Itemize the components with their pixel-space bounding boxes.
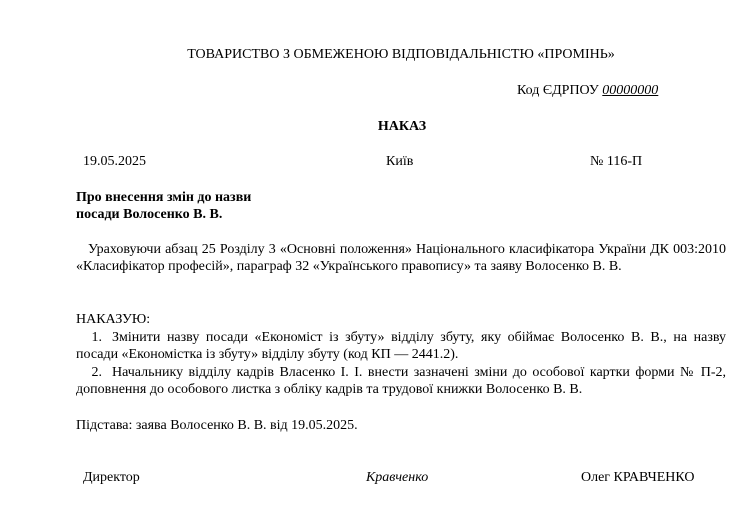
order-item (76, 329, 726, 363)
order-item-number: 2. (91, 365, 102, 380)
edrpou-value: 00000000 (602, 83, 659, 98)
signature: Кравченко (366, 470, 429, 485)
order-item-text: Змінити назву посади «Економіст із збуту» відділу збуту, яку обіймає Волосенко В. В., на назву посади «Економістка із збуту» відділу збуту (код КП — 2441.2). (76, 330, 726, 362)
order-item (76, 364, 726, 398)
preamble-paragraph: Ураховуючи абзац 25 Розділу 3 «Основні положення» Національного класифікатора України ДК 003:2010 «Класифікатор професій», параграф 32 «Українського правопису» та заяву Волосенко В. В. (76, 242, 726, 274)
organization-name: ТОВАРИСТВО З ОБМЕЖЕНОЮ ВІДПОВІДАЛЬНІСТЮ «ПРОМІНЬ» (187, 47, 615, 62)
document-title: НАКАЗ (377, 119, 427, 134)
order-item-text: Начальнику відділу кадрів Власенко І. І. внести зазначені зміни до особової картки форми № П-2, доповнення до особового листка з обліку кадрів та трудової книжки Волосенко В. В. (76, 365, 726, 397)
order-item-number: 1. (91, 330, 102, 345)
document-city: Київ (386, 154, 414, 169)
subject-line-2: посади Волосенко В. В. (76, 207, 223, 222)
document-subject (76, 189, 336, 223)
document-date: 19.05.2025 (83, 154, 146, 169)
edrpou-code (517, 82, 658, 99)
edrpou-label: Код ЄДРПОУ (517, 83, 599, 98)
document-number: № 116-П (590, 154, 643, 169)
subject-line-1: Про внесення змін до назви (76, 190, 252, 205)
order-word: НАКАЗУЮ: (76, 312, 151, 327)
basis-line: Підстава: заява Волосенко В. В. від 19.05.2025. (76, 418, 358, 433)
signatory-name: Олег КРАВЧЕНКО (581, 470, 695, 485)
signatory-position: Директор (83, 470, 140, 485)
